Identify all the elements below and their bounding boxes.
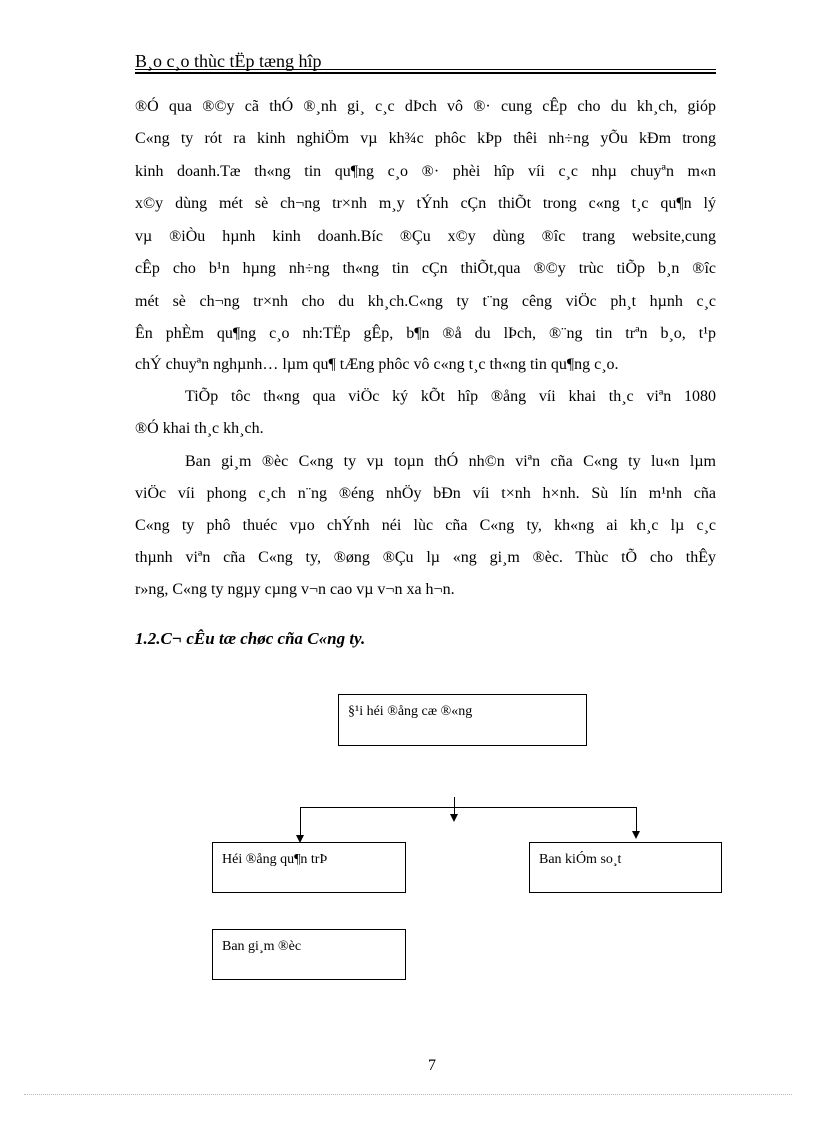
org-box-board: Héi ®ång qu¶n trÞ — [212, 842, 406, 893]
page-header-title: B¸o c¸o thùc tËp tæng hîp — [135, 51, 322, 71]
paragraph-3-line-1: Ban gi¸m ®èc C«ng ty vµ toµn thÓ nh©n viªn cña C«ng ty lu«n lµm — [185, 453, 716, 470]
header-rule-thin — [135, 69, 716, 70]
page-number: 7 — [428, 1057, 436, 1074]
paragraph-3-line-5: r»ng, C«ng ty ngµy cµng v¬n cao vµ v¬n xa h¬n. — [135, 581, 455, 598]
paragraph-2-line-2: ®Ó khai th¸c kh¸ch. — [135, 420, 264, 437]
org-connector-left — [300, 807, 301, 835]
paragraph-2-line-1: TiÕp tôc th«ng qua viÖc ký kÕt hîp ®ång víi khai th¸c viªn 1080 — [185, 388, 716, 405]
section-heading: 1.2.C¬ cÊu tæ chøc cña C«ng ty. — [135, 629, 366, 648]
org-connector-center — [454, 797, 455, 815]
paragraph-1-line-8: Ên phÈm qu¶ng c¸o nh:TËp gÊp, b¶n ®å du lÞch, ®¨ng tin trªn b¸o, t¹p — [135, 325, 716, 342]
org-box-supervisory: Ban kiÓm so¸t — [529, 842, 722, 893]
paragraph-1-line-7: mét sè ch¬ng tr×nh cho du kh¸ch.C«ng ty t¨ng cêng viÖc ph¸t hµnh c¸c — [135, 293, 716, 310]
arrow-down-icon — [450, 814, 458, 822]
paragraph-3-line-3: C«ng ty phô thuéc vµo chÝnh néi lùc cña C«ng ty, kh«ng ai kh¸c lµ c¸c — [135, 517, 716, 534]
paragraph-1-line-6: cÊp cho b¹n hµng nh÷ng th«ng tin cÇn thiÕt,qua ®©y trùc tiÕp b¸n ®îc — [135, 260, 716, 277]
paragraph-1-line-2: C«ng ty rót ra kinh nghiÖm vµ kh¾c phôc kÞp thêi nh÷ng yÕu kÐm trong — [135, 130, 716, 147]
paragraph-3-line-4: thµnh viªn cña C«ng ty, ®øng ®Çu lµ «ng gi¸m ®èc. Thùc tÕ cho thÊy — [135, 549, 716, 566]
org-connector-right — [636, 807, 637, 831]
arrow-down-icon — [632, 831, 640, 839]
paragraph-1-line-3: kinh doanh.Tæ th«ng tin qu¶ng c¸o ®· phèi hîp víi c¸c nhµ chuyªn m«n — [135, 163, 716, 180]
footer-rule — [24, 1094, 792, 1095]
paragraph-1-line-4: x©y dùng mét sè ch¬ng tr×nh m¸y tÝnh cÇn thiÕt trong c«ng t¸c qu¶n lý — [135, 195, 716, 212]
org-box-shareholders: §¹i héi ®ång cæ ®«ng — [338, 694, 587, 746]
org-connector-horizontal — [300, 807, 636, 808]
header-rule-thick — [135, 72, 716, 74]
paragraph-1-line-9: chÝ chuyªn nghµnh… lµm qu¶ tÆng phôc vô c«ng t¸c th«ng tin qu¶ng c¸o. — [135, 356, 619, 373]
paragraph-3-line-2: viÖc víi phong c¸ch n¨ng ®éng nhÖy bÐn víi t×nh h×nh. Sù lín m¹nh cña — [135, 485, 716, 502]
org-box-directors: Ban gi¸m ®èc — [212, 929, 406, 980]
paragraph-1-line-5: vµ ®iÒu hµnh kinh doanh.Bíc ®Çu x©y dùng ®îc trang website,cung — [135, 228, 716, 245]
paragraph-1-line-1: ®Ó qua ®©y cã thÓ ®¸nh gi¸ c¸c dÞch vô ®· cung cÊp cho du kh¸ch, gióp — [135, 98, 716, 115]
